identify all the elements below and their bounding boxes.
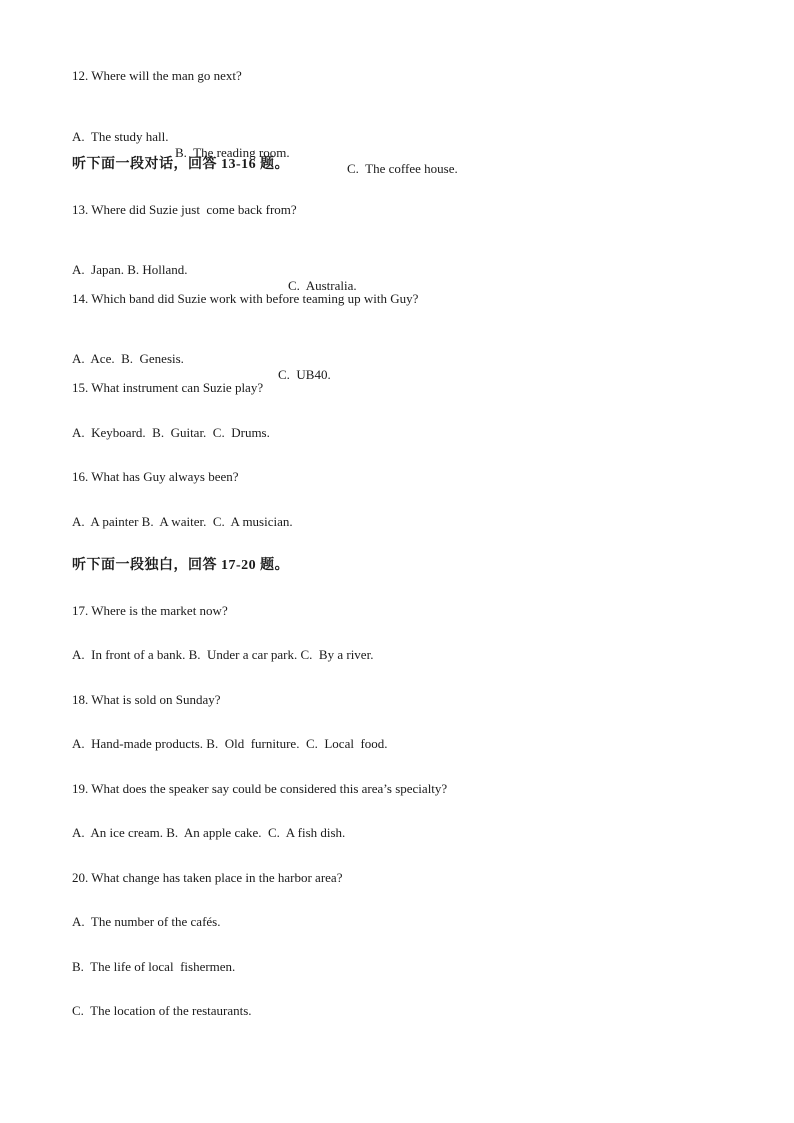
- option-ab: A. Ace. B. Genesis.: [72, 351, 184, 366]
- question-13: 13. Where did Suzie just come back from?: [72, 202, 297, 217]
- question-20-option-c: C. The location of the restaurants.: [72, 1003, 252, 1018]
- question-18-options: A. Hand-made products. B. Old furniture. C. Local food.: [72, 736, 388, 751]
- question-17-options: A. In front of a bank. B. Under a car park. C. By a river.: [72, 647, 374, 662]
- question-16: 16. What has Guy always been?: [72, 469, 239, 484]
- question-19-options: A. An ice cream. B. An apple cake. C. A fish dish.: [72, 825, 346, 840]
- question-17: 17. Where is the market now?: [72, 603, 228, 618]
- question-16-options: A. A painter B. A waiter. C. A musician.: [72, 514, 293, 529]
- section-heading-dialogue: 听下面一段对话，回答 13-16 题。: [72, 157, 290, 172]
- section-heading-monologue: 听下面一段独白，回答 17-20 题。: [72, 558, 290, 573]
- question-14: 14. Which band did Suzie work with before teaming up with Guy?: [72, 291, 419, 306]
- option-a: A. The study hall.: [72, 129, 169, 144]
- question-15-options: A. Keyboard. B. Guitar. C. Drums.: [72, 425, 270, 440]
- question-18: 18. What is sold on Sunday?: [72, 692, 221, 707]
- question-15: 15. What instrument can Suzie play?: [72, 380, 264, 395]
- option-c: C. UB40.: [278, 367, 331, 382]
- question-20-option-a: A. The number of the cafés.: [72, 914, 221, 929]
- question-20: 20. What change has taken place in the harbor area?: [72, 870, 343, 885]
- option-b: B. The reading room.: [175, 145, 290, 160]
- question-13-options: [72, 246, 357, 294]
- option-c: C. Australia.: [288, 278, 357, 293]
- option-ab: A. Japan. B. Holland.: [72, 262, 188, 277]
- question-19: 19. What does the speaker say could be considered this area’s specialty?: [72, 781, 448, 796]
- question-20-option-b: B. The life of local fishermen.: [72, 959, 236, 974]
- question-14-options: [72, 335, 331, 383]
- question-12: 12. Where will the man go next?: [72, 68, 242, 83]
- option-c: C. The coffee house.: [347, 161, 458, 176]
